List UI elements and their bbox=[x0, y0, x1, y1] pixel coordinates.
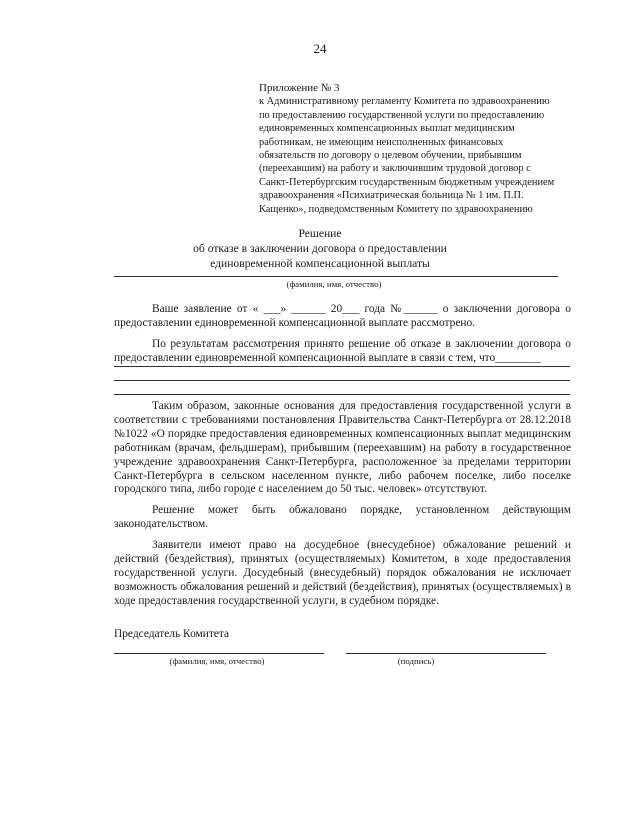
appendix-line: (переехавшим) на работу и заключившим трудовой договор с bbox=[259, 163, 531, 175]
paragraph-appeal: Решение может быть обжаловано порядке, установленном действующим законодательством. bbox=[114, 504, 571, 531]
body-text-top bbox=[114, 303, 571, 366]
paragraph-reason: По результатам рассмотрения принято решение об отказе в заключении договора о предоставлении единовременной компенсационной выплате в связи с тем, что________ bbox=[114, 337, 571, 364]
decision-heading bbox=[0, 226, 640, 271]
fio-line bbox=[114, 276, 558, 277]
decision-title: Решение bbox=[298, 227, 342, 240]
signature-line bbox=[346, 653, 546, 654]
page-number: 24 bbox=[313, 41, 327, 56]
paragraph-application: Ваше заявление от « ___» ______ 20___ года №______ о заключении договора о предоставлении единовременной компенсационной выплате рассмотрено. bbox=[114, 303, 571, 329]
signature-label: Председатель Комитета bbox=[114, 628, 230, 640]
appendix-line: по предоставлению государственной услуги по предоставлению bbox=[259, 109, 545, 121]
reason-line bbox=[114, 380, 570, 381]
reason-line bbox=[114, 394, 570, 395]
decision-subtitle-line: об отказе в заключении договора о предоставлении bbox=[193, 242, 447, 255]
fio-signature-line bbox=[114, 653, 324, 654]
appendix-title: Приложение № 3 bbox=[259, 82, 340, 94]
paragraph-pretrial: Заявители имеют право на досудебное (внесудебное) обжалование решений и действий (бездействия), принятых (осуществляемых) Комитетом, в ходе предоставления государственной услуги. Досудебный (внесудебный) порядок обжалования не исключает возможность обжалования решений и действий (бездействия), принятых (осуществляемых) в ходе предоставления государственной услуги, в судебном порядке. bbox=[114, 539, 571, 607]
appendix-line: к Административному регламенту Комитета по здравоохранению bbox=[259, 96, 550, 108]
appendix-line: единовременных компенсационных выплат медицинским bbox=[259, 123, 515, 135]
appendix-line: Санкт-Петербургским государственным бюджетным учреждением bbox=[259, 176, 555, 188]
appendix-header bbox=[259, 82, 589, 216]
paragraph-conclusion: Таким образом, законные основания для предоставления государственной услуги в соответствии с требованиями постановления Правительства Санкт-Петербурга от 28.12.2018 №1022 «О порядке предоставления единовременных компенсационных выплат медицинским работникам (врачам, фельдшерам), прибывшим (переехавшим) на работу в государственное учреждение здравоохранения Санкт-Петербурга, расположенное за пределами территории Санкт-Петербурга в сельском населенном пункте, либо рабочем поселке, либо поселке городского типа, либо городе с населением до 50 тыс. человек» отсутствуют. bbox=[114, 400, 571, 496]
reason-line bbox=[114, 366, 570, 367]
fio-caption: (фамилия, имя, отчество) bbox=[169, 656, 265, 666]
appendix-line: обязательств по договору о целевом обучении, прибывшим bbox=[259, 150, 522, 162]
decision-subtitle-line: единовременной компенсационной выплаты bbox=[210, 257, 430, 270]
signature-caption: (подпись) bbox=[397, 656, 435, 666]
fio-caption: (фамилия, имя, отчество) bbox=[286, 279, 382, 289]
appendix-line: Кащенко», подведомственным Комитету по здравоохранению bbox=[259, 203, 533, 215]
appendix-line: работникам, не имеющим неисполненных финансовых bbox=[259, 136, 504, 148]
appendix-line: здравоохранения «Психиатрическая больница № 1 им. П.П. bbox=[259, 190, 524, 202]
body-text-bottom bbox=[114, 400, 571, 609]
